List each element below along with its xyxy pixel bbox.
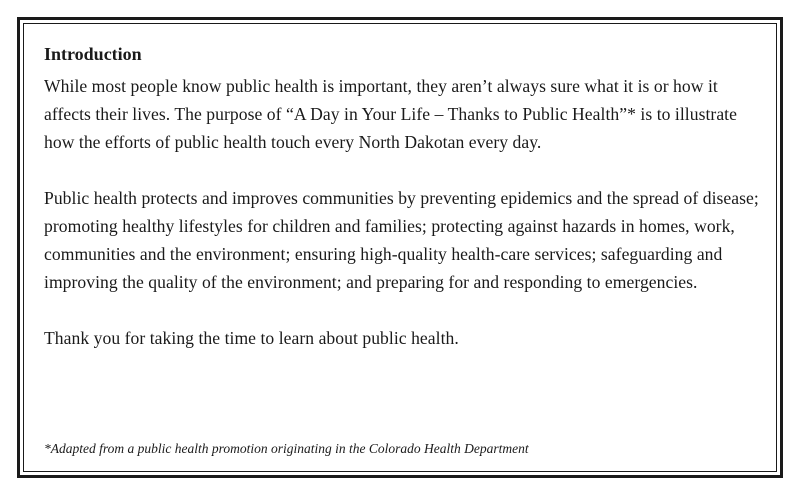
footnote: *Adapted from a public health promotion originating in the Colorado Health Department xyxy=(44,441,529,456)
thank-you-paragraph: Thank you for taking the time to learn about public health. xyxy=(44,328,459,348)
section-heading: Introduction xyxy=(44,44,142,64)
public-health-paragraph: Public health protects and improves communities by preventing epidemics and the spread of disease; promoting healthy lifestyles for children and families; protecting against hazards in homes, work, communities and the environment; ensuring high-quality health-care services; safeguarding and improving the quality of the environment; and preparing for and responding to emergencies. xyxy=(44,188,759,292)
document-body xyxy=(44,40,760,380)
intro-paragraph: While most people know public health is important, they aren’t always sure what it is or how it affects their lives. The purpose of “A Day in Your Life – Thanks to Public Health”* is to illustrate how the efforts of public health touch every North Dakotan every day. xyxy=(44,76,737,152)
